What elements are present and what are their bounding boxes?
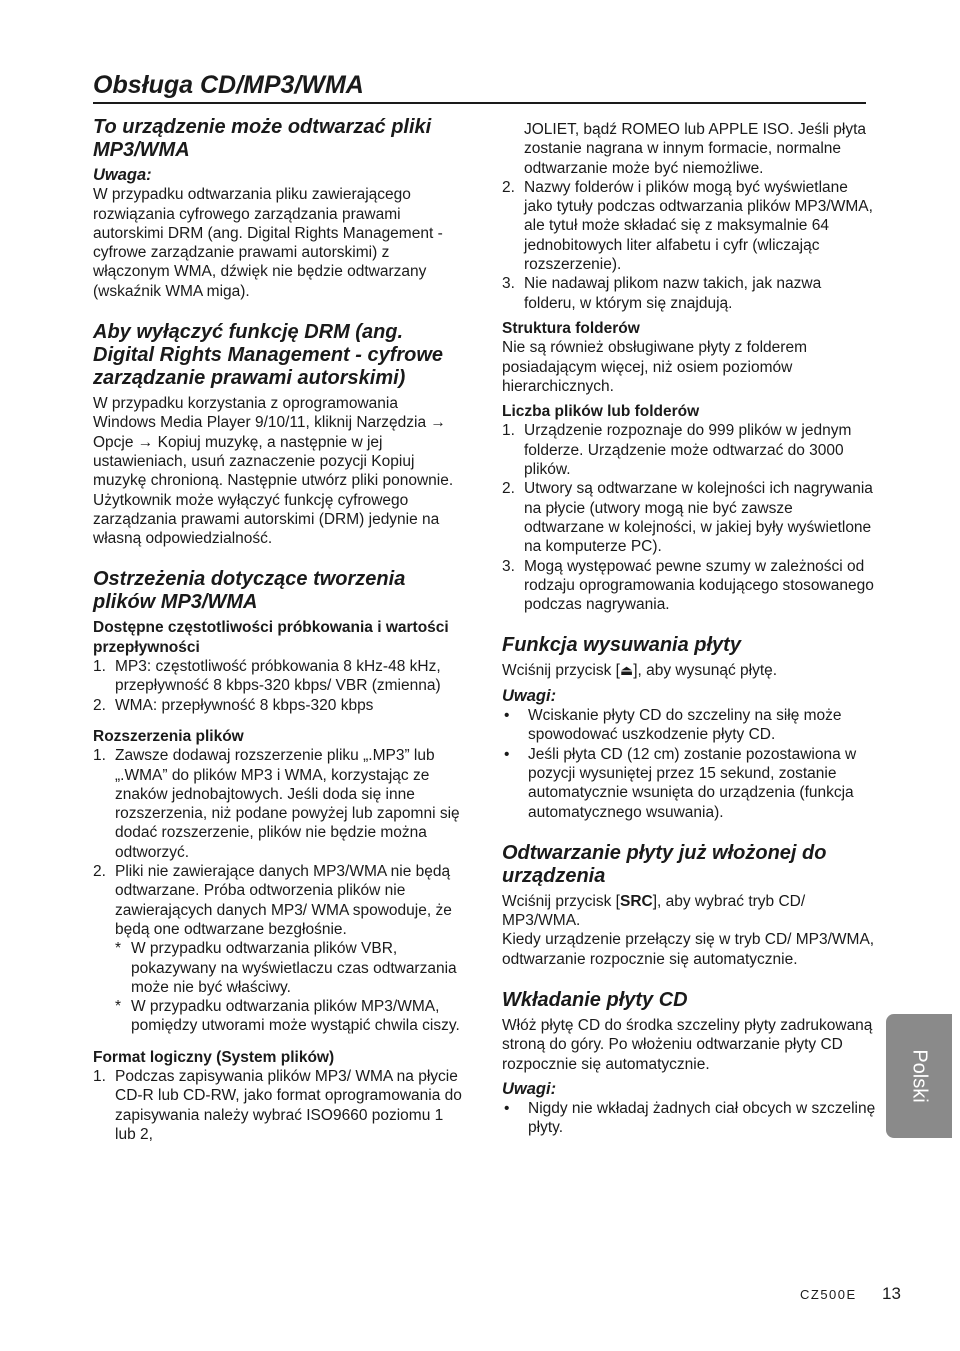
footnote-item xyxy=(93,939,463,997)
list-item-text: Podczas zapisywania plików MP3/ WMA na płycie CD-R lub CD-RW, jako format oprogramowania do zapisywania należy wybrać ISO9660 poziomu 1 lub 2, xyxy=(115,1067,462,1143)
src-button-label: SRC xyxy=(619,892,653,910)
subheading-extensions: Rozszerzenia plików xyxy=(93,727,244,745)
list-number: 1. xyxy=(502,422,515,440)
load-text: Włóż płytę CD do środka szczeliny płyty zadrukowaną stroną do góry. Po włożeniu odtwarzanie płyty CD rozpocznie się automatycznie. xyxy=(502,1016,873,1073)
list-number: 2. xyxy=(502,480,515,498)
list-item xyxy=(93,1067,463,1144)
eject-icon: ⏏ xyxy=(619,662,634,679)
list-item-text: Urządzenie rozpoznaje do 999 plików w jednym folderze. Urządzenie może odtwarzać do 3000 plików. xyxy=(524,422,852,479)
list-number: 2. xyxy=(93,696,106,714)
bullet-text: Jeśli płyta CD (12 cm) zostanie pozostawiona w pozycji wysuniętej przez 15 sekund, zostanie automatycznie wsunięta do urządzenia (funkcja automatycznego wsuwania). xyxy=(528,745,857,821)
note-label: Uwaga: xyxy=(93,166,152,184)
bullet: • xyxy=(504,1100,510,1118)
drm-note-text: W przypadku odtwarzania pliku zawierającego rozwiązania cyfrowego zarządzania prawami autorskimi DRM (ang. Digital Rights Management - cyfrowe zarządzanie prawami autorskimi) z włączonym WMA, dźwięk nie będzie odtwarzany (wskaźnik WMA miga). xyxy=(93,186,443,300)
footnote-text: W przypadku odtwarzania plików VBR, pokazywany na wyświetlaczu czas odtwarzania może nie być właściwy. xyxy=(131,940,457,996)
list-item-text: JOLIET, bądź ROMEO lub APPLE ISO. Jeśli płyta zostanie nagrana w innym formacie, normalne odtwarzanie może być niemożliwe. xyxy=(524,121,866,177)
right-column xyxy=(502,120,876,1138)
title-rule xyxy=(93,102,866,104)
bullet-text: Wciskanie płyty CD do szczeliny na siłę może spowodować uszkodzenie płyty CD. xyxy=(528,707,842,744)
page-number: 13 xyxy=(882,1284,901,1303)
list-item xyxy=(502,274,876,313)
footnote-item xyxy=(93,997,463,1036)
bullet-text: Nigdy nie wkładaj żadnych ciał obcych w szczelinę płyty. xyxy=(528,1100,876,1137)
bullet-item xyxy=(502,745,876,822)
footer-model: CZ500E xyxy=(800,1287,857,1302)
list-item-text: Utwory są odtwarzane w kolejności ich nagrywania na płycie (utwory mogą nie być zawsze odtwarzane w kolejności, w jakiej były wyświetlone na komputerze PC). xyxy=(524,480,873,556)
list-item xyxy=(93,696,463,715)
page-title: Obsługa CD/MP3/WMA xyxy=(93,71,364,99)
section-title-mp3-wma: To urządzenie może odtwarzać pliki MP3/WMA xyxy=(93,116,432,161)
list-item xyxy=(502,120,876,178)
subheading-sampling: Dostępne częstotliwości próbkowania i wartości przepływności xyxy=(93,619,449,656)
list-number: 2. xyxy=(93,863,106,881)
footnote-star: * xyxy=(115,998,122,1016)
section-title-file-warnings: Ostrzeżenia dotyczące tworzenia plików MP3/WMA xyxy=(93,568,406,614)
list-item xyxy=(502,479,876,556)
list-item-text: Nie nadawaj plikom nazw takich, jak nazwa folderu, w którym się znajdują. xyxy=(524,275,822,312)
section-title-disable-drm: Aby wyłączyć funkcję DRM (ang. Digital Rights Management - cyfrowe zarządzanie prawami autorskimi) xyxy=(93,321,444,390)
list-item-text: Zawsze dodawaj rozszerzenie pliku „.MP3” lub „.WMA” do plików MP3 i WMA, korzystając ze znaków jednobajtowych. Jeśli doda się inne rozszerzenia, niż podane powyżej lub zapomni się dodać rozszerzenie, plików nie będzie można odtworzyć. xyxy=(115,747,460,861)
list-number: 3. xyxy=(502,275,515,293)
list-item xyxy=(502,557,876,615)
section-title-load-cd: Wkładanie płyty CD xyxy=(502,988,688,1011)
section-title-play-inserted: Odtwarzanie płyty już włożonej do urządzenia xyxy=(502,841,827,887)
list-item xyxy=(93,657,463,696)
subheading-filesystem: Format logiczny (System plików) xyxy=(93,1048,335,1066)
bullet: • xyxy=(504,745,510,763)
disable-drm-text: W przypadku korzystania z oprogramowania Windows Media Player 9/10/11, kliknij Narzędzia → Opcje → Kopiuj muzykę, a następnie w jej ustawieniach, usuń zaznaczenie pozycji Kopiuj muzykę chronioną. Następnie utwórz pliki ponownie. xyxy=(93,395,454,490)
section-title-eject: Funkcja wysuwania płyty xyxy=(502,634,741,657)
language-tab-label: Polski xyxy=(908,1049,931,1103)
folder-structure-text: Nie są również obsługiwane płyty z folderem posiadającym więcej, niż osiem poziomów hierarchicznych. xyxy=(502,339,807,395)
list-number: 3. xyxy=(502,557,515,575)
list-item-text: Mogą występować pewne szumy w zależności od rodzaju oprogramowania kodującego stosowanego podczas nagrywania. xyxy=(524,557,874,614)
play-text-2: Kiedy urządzenie przełączy się w tryb CD/ MP3/WMA, odtwarzanie rozpocznie się automatycznie. xyxy=(502,931,875,968)
list-item-text: Pliki nie zawierające danych MP3/WMA nie będą odtwarzane. Próba odtworzenia plików nie zawierających danych MP3/ WMA spowoduje, że będą one odtwarzane bezgłośnie. xyxy=(115,863,452,938)
footnote-text: W przypadku odtwarzania plików MP3/WMA, pomiędzy utworami może wystąpić chwila ciszy. xyxy=(131,998,460,1035)
list-item-text: MP3: częstotliwość próbkowania 8 kHz-48 kHz, przepływność 8 kbps-320 kbps/ VBR (zmienna) xyxy=(115,658,441,695)
subheading-file-count: Liczba plików lub folderów xyxy=(502,403,700,421)
eject-text: Wciśnij przycisk [⏏], aby wysunąć płytę. xyxy=(502,662,778,680)
list-number: 2. xyxy=(502,178,515,196)
left-column xyxy=(93,116,463,1144)
list-item xyxy=(93,862,463,939)
footnote-star: * xyxy=(115,940,122,958)
list-item-text: WMA: przepływność 8 kbps-320 kbps xyxy=(115,696,374,714)
list-item xyxy=(93,746,463,862)
drm-responsibility-text: Użytkownik może wyłączyć funkcję cyfrowego zarządzania prawami autorskimi (DRM) jedynie na własną odpowiedzialność. xyxy=(93,491,440,548)
subheading-folder-structure: Struktura folderów xyxy=(502,319,640,337)
bullet-item xyxy=(502,706,876,745)
list-item-text: Nazwy folderów i plików mogą być wyświetlane jako tytuły podczas odtwarzania plików MP3/WMA, ale tytuł może składać się z maksymalnie 64 jednobitowych liter alfabetu i cyfr (wliczając rozszerzenie). xyxy=(524,178,873,274)
play-text: Wciśnij przycisk [SRC], aby wybrać tryb CD/ MP3/WMA. xyxy=(502,892,806,930)
list-item xyxy=(502,178,876,274)
notes-label: Uwagi: xyxy=(502,1079,557,1098)
list-number: 1. xyxy=(93,1067,106,1085)
bullet: • xyxy=(504,707,510,725)
language-tab xyxy=(886,1014,952,1138)
bullet-item xyxy=(502,1099,876,1138)
list-item xyxy=(502,421,876,479)
list-number: 1. xyxy=(93,747,106,765)
list-number: 1. xyxy=(93,658,106,676)
notes-label: Uwagi: xyxy=(502,686,557,705)
